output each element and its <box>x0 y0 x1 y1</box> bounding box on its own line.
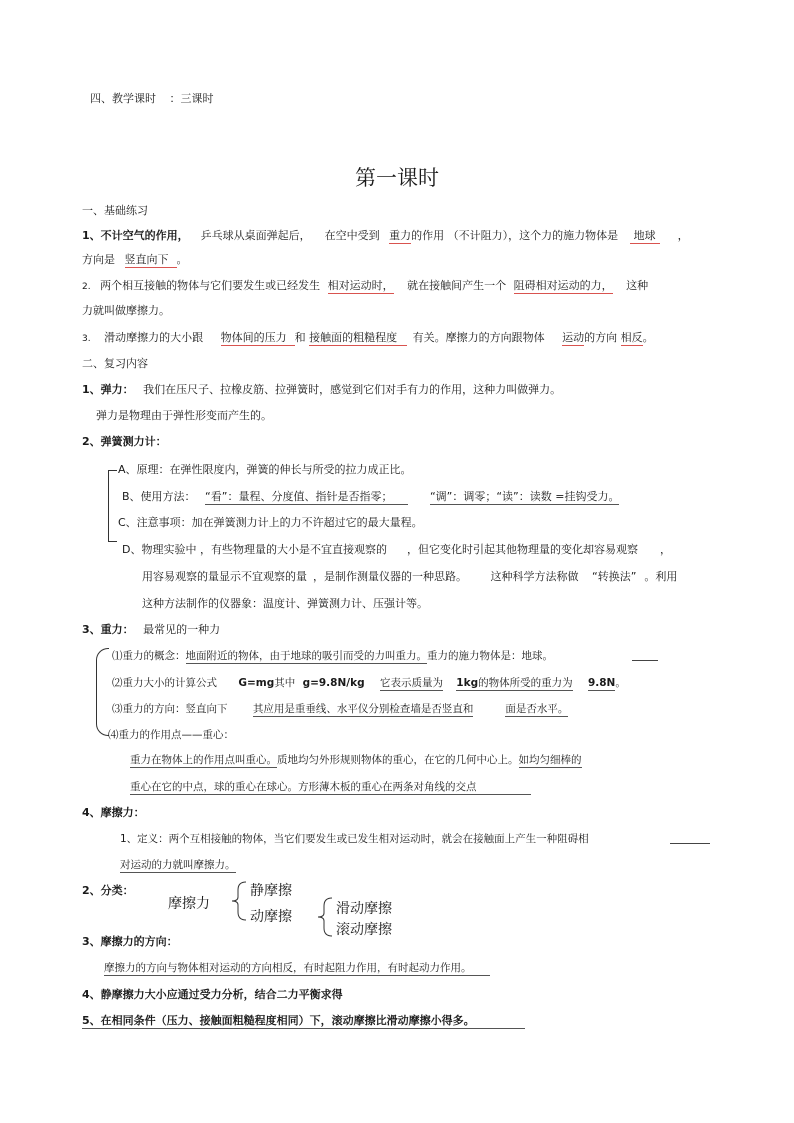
gravity-formula-tail: 的物体所受的重力为 <box>478 677 573 689</box>
q3-answer-2: 接触面的粗糙程度 <box>309 331 407 346</box>
q1-answer-3: 竖直向下 <box>125 253 177 268</box>
section-2-heading: 二、复习内容 <box>82 357 148 370</box>
friction-static-magnitude: 4、静摩擦力大小应通过受力分析，结合二力平衡求得 <box>82 988 343 1001</box>
spring-principle: A、原理：在弹性限度内，弹簧的伸长与所受的拉力成正比。 <box>118 463 412 476</box>
q2-text-d: 就在接触间产生一个 <box>407 279 507 292</box>
friction-direction-text <box>104 961 490 975</box>
gravity-weight-value: 9.8N <box>587 677 616 689</box>
friction-direction-body: 摩擦力的方向与物体相对运动的方向相反，有时起阻力作用，有时起动力作用。 <box>104 962 490 976</box>
teaching-hours-value: ：三课时 <box>169 92 214 105</box>
q3-text-f: 。 <box>642 331 654 344</box>
q2-answer-1: 相对运动 <box>327 279 372 292</box>
gravity-mass-value: 1kg <box>456 677 479 689</box>
gravity-center-heading: ⑷重力的作用点——重心： <box>108 729 234 741</box>
gravity-heading <box>82 623 220 637</box>
q3-text-d: 有关。摩擦力的方向跟物体 <box>412 331 545 344</box>
gravity-center-def: 重力在物体上的作用点叫重心。 <box>130 754 277 766</box>
q1-text-f: 方向是 <box>82 253 115 266</box>
elastic-text: 我们在压尺子、拉橡皮筋、拉弹簧时，感觉到它们对手有力的作用，这种力叫做弹力。 <box>143 383 562 396</box>
spring-heading: 2、弹簧测力计： <box>82 435 167 448</box>
blank-line <box>632 660 658 661</box>
q1-text-b: 乒乓球从桌面弹起后， <box>200 229 311 242</box>
gravity-number: 3、重力： <box>82 623 134 636</box>
gravity-formula <box>112 676 626 690</box>
spring-usage-adjust-read: “调”：调零；“读”：读数 =挂钩受力。 <box>429 490 620 503</box>
gravity-concept-text: 地面附近的物体，由于地球的吸引而受的力叫重力。 <box>185 650 427 662</box>
friction-rolling-text: 5、在相同条件（压力、接触面粗糙程度相同）下，滚动摩擦比滑动摩擦小得多。 <box>82 1014 525 1029</box>
gravity-concept <box>112 649 553 663</box>
spring-d-text-1: D、物理实验中 ，有些物理量的大小是不宜直接观察的 <box>122 543 387 556</box>
gravity-concept-label: ⑴重力的概念： <box>112 650 186 662</box>
q1-text-g: 。 <box>176 253 188 266</box>
q2-text-f: 这种 <box>626 279 649 292</box>
question-1-line-2 <box>82 253 188 267</box>
elastic-heading: 1、弹力： <box>82 383 134 396</box>
spring-d-line-1 <box>122 543 671 557</box>
q2-number: 2. <box>82 282 91 292</box>
q1-text-d: 的作用 （不计阻力），这个力的施力物体是 <box>411 229 619 242</box>
friction-static: 静摩擦 <box>250 883 292 899</box>
spring-d-line-3: 这种方法制作的仪器象：温度计、弹簧测力计、压强计等。 <box>142 597 428 610</box>
spring-d-text-3: ， <box>659 543 671 556</box>
gravity-formula-label: ⑵重力大小的计算公式 <box>112 677 217 689</box>
spring-usage-label: B、使用方法： <box>122 490 196 503</box>
gravity-source-text: 重力的施力物体是：地球。 <box>427 650 553 662</box>
gravity-center-line-2 <box>130 780 531 794</box>
spring-d-text-4: 用容易观察的量显示不宜观察的量 <box>142 570 307 583</box>
spring-caution: C、注意事项：加在弹簧测力计上的力不许超过它的最大量程。 <box>118 516 423 529</box>
spring-d-text-6: 这种科学方法称做 <box>490 570 579 583</box>
elastic-line-2: 弹力是物理由于弹性形变而产生的。 <box>96 409 272 422</box>
friction-brace-1 <box>226 880 252 922</box>
q3-answer-3: 运动 <box>562 331 585 344</box>
gravity-direction-label: ⑶重力的方向：竖直向下 <box>112 703 228 715</box>
gravity-g-value: g=9.8N/kg <box>302 677 365 689</box>
gravity-center-regular: 质地均匀外形规则物体的重心，在它的几何中心上。 <box>277 754 519 766</box>
friction-heading: 4、摩擦力： <box>82 806 145 819</box>
friction-classification-label: 2、分类： <box>82 884 134 897</box>
friction-root: 摩擦力 <box>168 896 210 912</box>
q3-number: 3. <box>82 334 91 344</box>
teaching-hours-label: 四、教学课时 <box>90 92 156 105</box>
q2-text-e: 的力， <box>579 279 613 292</box>
gravity-center-line-1 <box>130 753 582 767</box>
lesson-title: 第一课时 <box>355 166 439 190</box>
spring-d-text-2: ，但它变化时引起其他物理量的变化却容易观察 <box>406 543 638 556</box>
q2-text-c: 时， <box>371 279 394 292</box>
friction-rolling-vs-sliding <box>82 1014 525 1028</box>
friction-dynamic: 动摩擦 <box>250 909 292 925</box>
gravity-direction-application: 其应用是重垂线、水平仪分别检查墙是否竖直和 <box>252 703 474 715</box>
spring-usage <box>122 490 619 504</box>
question-1-line-1 <box>82 229 689 243</box>
blank-line <box>670 843 710 844</box>
gravity-formula-text: 其中 <box>274 677 296 689</box>
elastic-line-1 <box>82 383 561 397</box>
question-3 <box>82 331 654 346</box>
friction-direction-heading: 3、摩擦力的方向： <box>82 935 178 948</box>
q3-answer-4: 相反 <box>620 331 643 344</box>
spring-d-text-5: ，是制作测量仪器的一种思路。 <box>313 570 467 583</box>
friction-sliding: 滑动摩擦 <box>336 901 392 917</box>
q3-answer-1: 物体间的压力 <box>221 331 295 346</box>
question-2-line-1 <box>82 279 648 294</box>
spring-d-text-7: “转换法” <box>592 570 637 583</box>
q1-answer-1: 重力 <box>389 229 412 242</box>
spring-d-line-2 <box>142 570 677 584</box>
spring-brace <box>108 470 117 542</box>
q2-text-b: 两个相互接触的物体与它们要发生或已经发生 <box>100 279 321 292</box>
q3-text-e: 的方向 <box>584 331 618 344</box>
friction-brace-2 <box>312 896 338 938</box>
gravity-center-examples: 重心在它的中点，球的重心在球心。方形薄木板的重心在两条对角线的交点 <box>130 781 531 795</box>
q1-text-a: 1、不计空气的作用， <box>82 229 189 242</box>
q1-text-e: ， <box>677 229 689 242</box>
gravity-brace <box>96 648 109 736</box>
gravity-direction-end: 面是否水平。 <box>505 703 569 715</box>
gravity-center-rod: 如均匀细棒的 <box>518 754 582 766</box>
gravity-formula-end: 。 <box>615 677 626 689</box>
gravity-formula-meaning: 它表示质量为 <box>379 677 443 689</box>
friction-def-line-1: 1、定义：两个互相接触的物体，当它们要发生或已发生相对运动时，就会在接触面上产生一种阻碍相 <box>120 833 589 845</box>
gravity-formula-expr: G=mg <box>238 677 275 689</box>
q2-answer-2: 阻碍相对运动 <box>513 279 580 292</box>
friction-def-end: 对运动的力就叫摩擦力。 <box>120 859 236 871</box>
q1-text-c: 在空中受到 <box>324 229 380 242</box>
q3-text-b: 滑动摩擦力的大小跟 <box>104 331 204 344</box>
gravity-description: 最常见的一种力 <box>143 623 221 636</box>
teaching-hours <box>90 92 214 106</box>
section-1-heading: 一、基础练习 <box>82 204 148 217</box>
question-2-line-2: 力就叫做摩擦力。 <box>82 304 170 317</box>
gravity-direction <box>112 702 568 716</box>
q3-text-c: 和 <box>294 331 306 344</box>
spring-usage-look: “看”：量程、分度值、指针是否指零； <box>205 490 408 505</box>
friction-def-line-2 <box>120 858 236 872</box>
q1-answer-2: 地球 <box>630 229 660 244</box>
spring-d-text-8: 。利用 <box>644 570 678 583</box>
friction-rolling: 滚动摩擦 <box>336 922 392 938</box>
